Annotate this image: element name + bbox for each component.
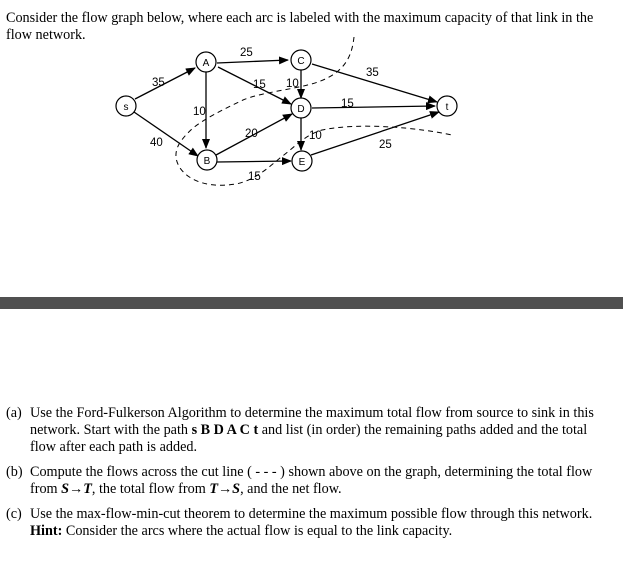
flow-graph bbox=[0, 0, 623, 200]
node-t-label: t bbox=[445, 102, 449, 113]
section-divider bbox=[0, 297, 623, 309]
node-b bbox=[197, 150, 217, 170]
edge-e-t bbox=[311, 112, 439, 155]
question-b bbox=[6, 464, 606, 498]
capacity-label-s-b: 40 bbox=[150, 137, 163, 149]
capacity-label-c-t: 35 bbox=[366, 67, 379, 79]
intro-paragraph: Consider the flow graph below, where each arc is labeled with the maximum capacity of that link in the flow network. bbox=[6, 10, 594, 43]
node-b-label: B bbox=[203, 156, 211, 167]
question-b-text: Compute the flows across the cut line ( - - - ) shown above on the graph, determining the total flow from S→T, the total flow from T→S, and the net flow. bbox=[30, 464, 593, 497]
node-e-label: E bbox=[298, 157, 306, 168]
edge-a-c bbox=[217, 60, 288, 63]
node-t bbox=[437, 96, 457, 116]
capacity-label-d-t: 15 bbox=[341, 98, 354, 110]
question-a-text: Use the Ford-Fulkerson Algorithm to determine the maximum total flow from source to sink in this network. Start with the path s B D A C t and list (in order) the remaining paths added and the total flow after each path is added. bbox=[30, 405, 594, 455]
edge-s-a bbox=[135, 68, 195, 99]
node-a-label: A bbox=[202, 58, 210, 69]
question-b-label: (b) bbox=[6, 464, 23, 480]
question-b-s-to-t: S→T bbox=[61, 481, 92, 497]
capacity-label-a-b: 10 bbox=[193, 106, 206, 118]
node-d-label: D bbox=[297, 104, 305, 115]
capacity-label-a-d: 15 bbox=[253, 79, 266, 91]
question-a-path: s B D A C t bbox=[191, 422, 259, 438]
question-a-label: (a) bbox=[6, 405, 22, 421]
question-b-t-to-s: T→S bbox=[209, 481, 241, 497]
question-a bbox=[6, 405, 606, 456]
node-e bbox=[292, 151, 312, 171]
cut-line bbox=[176, 37, 452, 185]
edge-d-t bbox=[312, 106, 435, 108]
capacity-label-s-a: 35 bbox=[152, 77, 165, 89]
capacity-label-a-c: 25 bbox=[240, 47, 253, 59]
node-c-label: C bbox=[297, 56, 305, 67]
capacity-label-b-d: 20 bbox=[245, 128, 258, 140]
capacity-label-e-t: 25 bbox=[379, 139, 392, 151]
node-a bbox=[196, 52, 216, 72]
capacity-label-d-e: 10 bbox=[309, 130, 322, 142]
questions-list bbox=[6, 405, 606, 548]
question-c-text: Use the max-flow-min-cut theorem to determine the maximum possible flow through this network. Hint: Consider the arcs where the actual flow is equal to the link capacity. bbox=[30, 506, 593, 539]
node-d bbox=[291, 98, 311, 118]
node-s-label: s bbox=[123, 102, 129, 113]
capacity-label-c-d: 10 bbox=[286, 78, 299, 90]
question-c-hint-label: Hint: bbox=[30, 523, 63, 539]
edge-b-e bbox=[217, 161, 291, 162]
edge-s-b bbox=[134, 112, 198, 156]
question-c bbox=[6, 506, 606, 540]
node-s bbox=[116, 96, 136, 116]
question-c-label: (c) bbox=[6, 506, 22, 522]
capacity-label-b-e: 15 bbox=[248, 171, 261, 183]
node-c bbox=[291, 50, 311, 70]
